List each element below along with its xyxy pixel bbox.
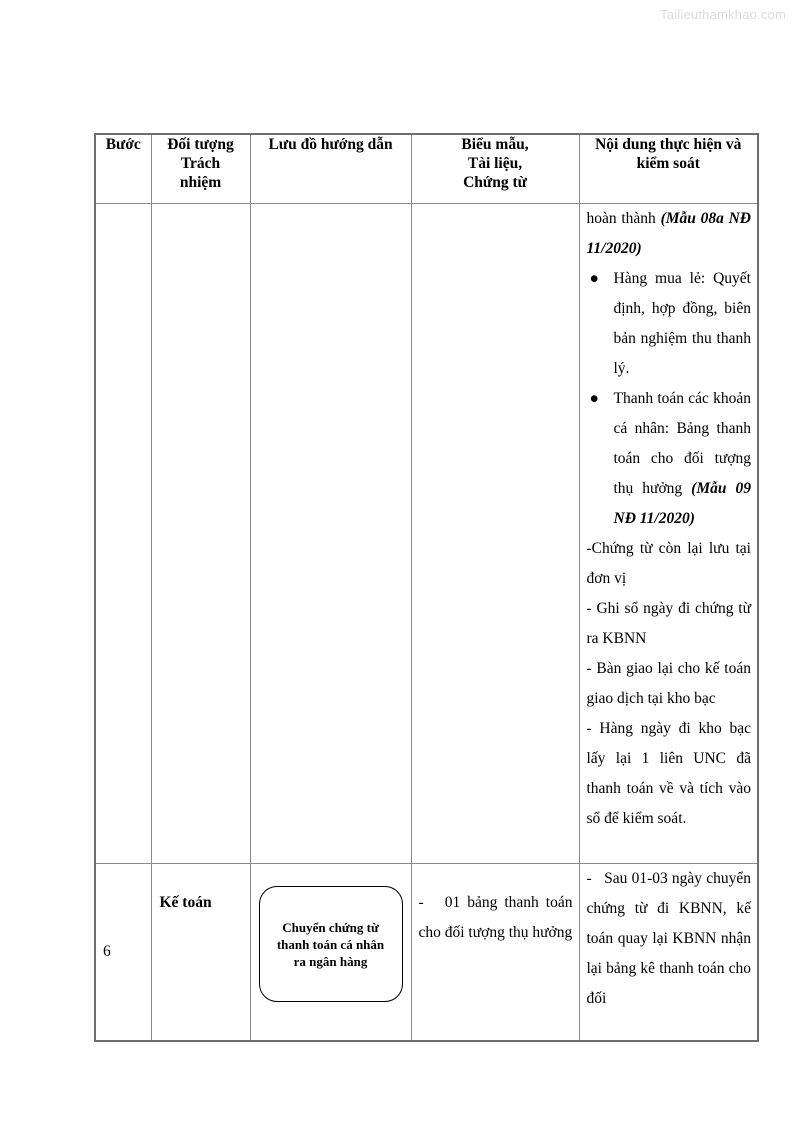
- list-item: - Bàn giao lại cho kế toán giao dịch tại kho bạc: [586, 660, 751, 707]
- bullet-icon: ●: [589, 390, 599, 407]
- header-content: Nội dung thực hiện và kiểm soát: [579, 134, 758, 204]
- list-item: ● Hàng mua lẻ: Quyết định, hợp đồng, biên bản nghiệm thu thanh lý.: [587, 264, 752, 384]
- header-responsible: Đối tượng Trách nhiệm: [151, 134, 250, 204]
- list-item: - Ghi sổ ngày đi chứng từ ra KBNN: [586, 600, 751, 647]
- cell-responsible: [151, 204, 250, 864]
- list-item: ● Thanh toán các khoản cá nhân: Bảng thanh toán cho đối tượng thụ hưởng (Mẫu 09 NĐ 11/2020): [587, 384, 752, 534]
- procedure-table: [94, 133, 759, 1042]
- table-row: [95, 204, 758, 864]
- cell-step: [95, 204, 151, 864]
- bullet-icon: ●: [589, 270, 599, 287]
- list-item: - Hàng ngày đi kho bạc lấy lại 1 liên UNC đã thanh toán về và tích vào sổ để kiểm soát.: [586, 720, 751, 827]
- step-number: 6: [95, 864, 151, 1042]
- header-forms: Biểu mẫu, Tài liệu, Chứng từ: [411, 134, 579, 204]
- cell-content: [579, 204, 758, 864]
- header-step: Bước: [95, 134, 151, 204]
- form-reference: (Mẫu 09 NĐ 11/2020): [613, 480, 751, 527]
- cell-forms: [411, 204, 579, 864]
- watermark: Tailieuthamkhao.com: [660, 7, 786, 22]
- content-line: hoàn thành (Mẫu 08a NĐ 11/2020): [586, 210, 751, 257]
- header-row: [95, 134, 758, 204]
- cell-flowchart: [250, 864, 411, 1042]
- list-item: -Chứng từ còn lại lưu tại đơn vị: [586, 540, 751, 587]
- cell-content: - Sau 01-03 ngày chuyển chứng từ đi KBNN, kế toán quay lại KBNN nhận lại bảng kê thanh toán cho đối: [579, 864, 758, 1042]
- table-row: [95, 864, 758, 1042]
- flowchart-step-box: Chuyển chứng từ thanh toán cá nhân ra ngân hàng: [259, 886, 403, 1002]
- responsible-party: Kế toán: [151, 864, 250, 1042]
- cell-flowchart: [250, 204, 411, 864]
- form-reference: (Mẫu 08a NĐ 11/2020): [586, 210, 751, 257]
- cell-forms: - 01 bảng thanh toán cho đối tượng thụ hưởng: [411, 864, 579, 1042]
- header-flowchart: Lưu đồ hướng dẫn: [250, 134, 411, 204]
